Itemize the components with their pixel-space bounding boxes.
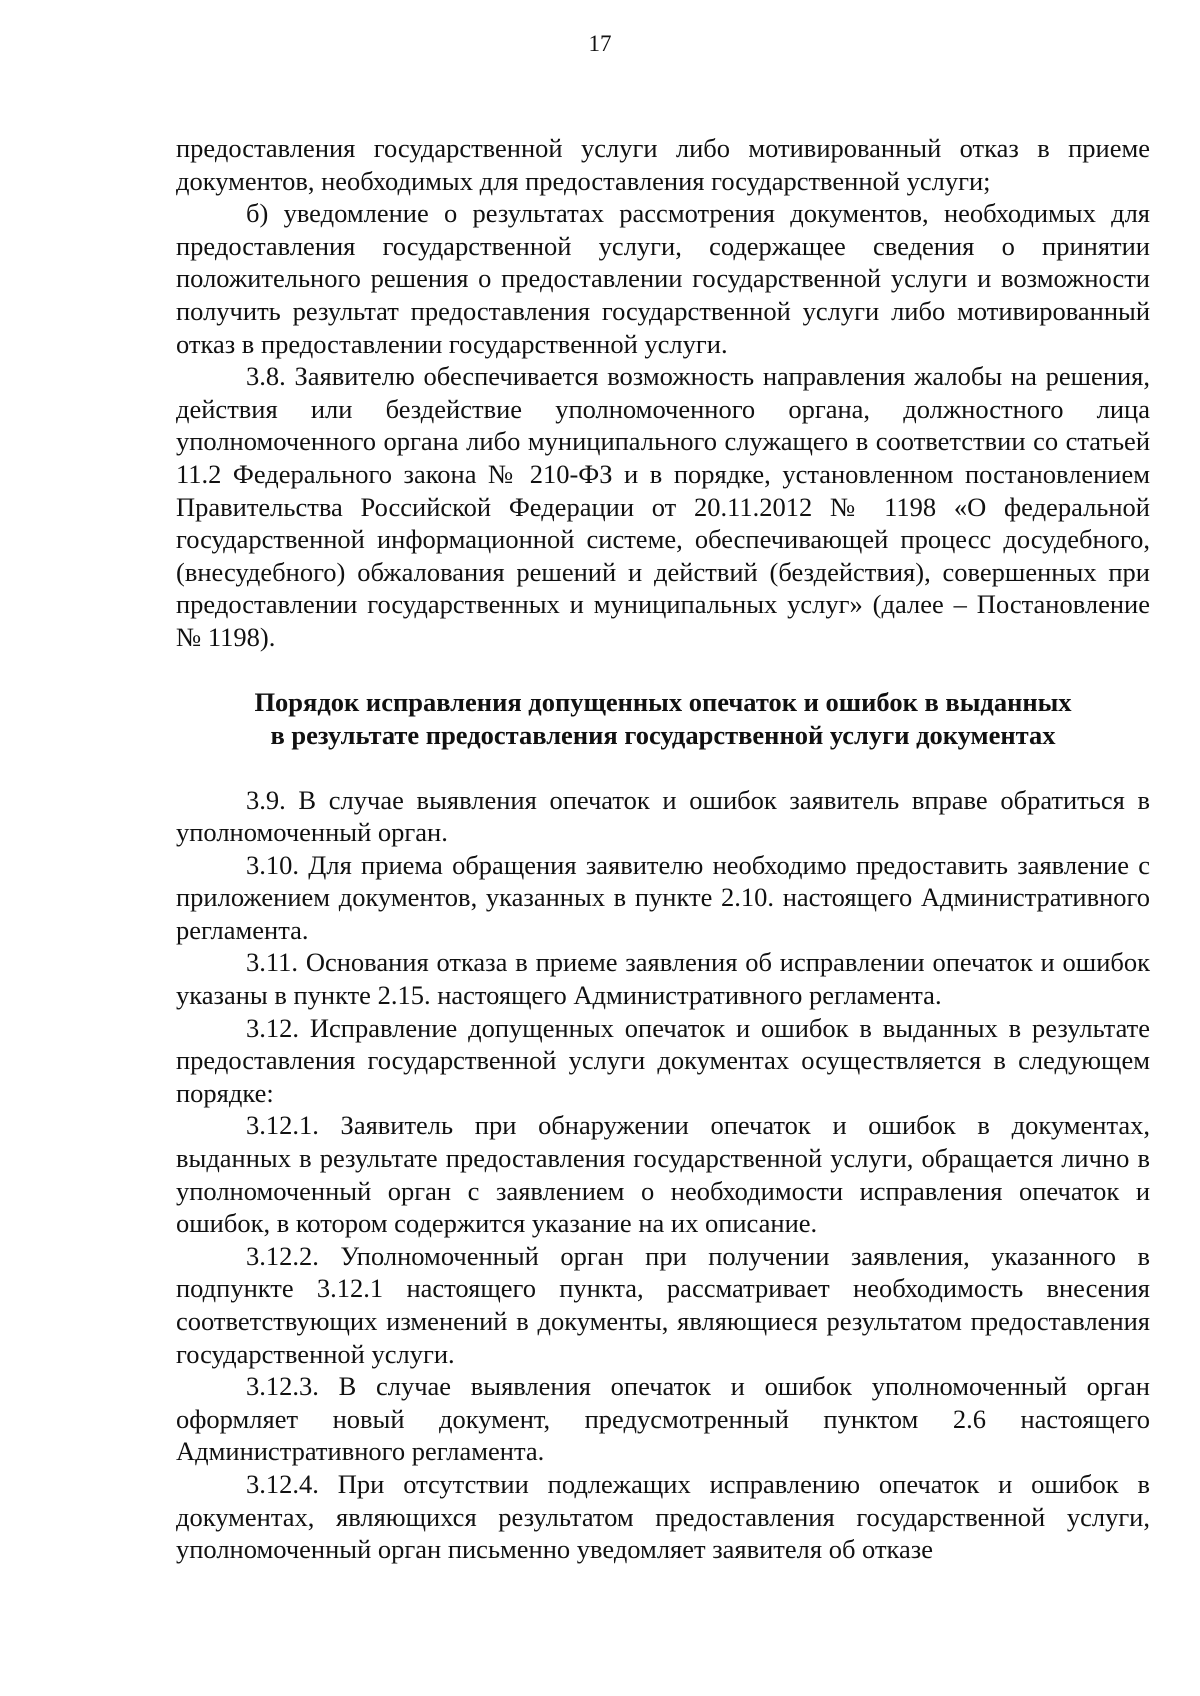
paragraph-3-8: 3.8. Заявителю обеспечивается возможность направления жалобы на решения, действия или бездействие уполномоченного органа, должностного лица уполномоченного органа либо муниципального служащего в соответствии со статьей 11.2 Федерального закона № 210-ФЗ и в порядке, установленном постановлением Правительства Российской Федерации от 20.11.2012 № 1198 «О федеральной государственной информационной системе, обеспечивающей процесс досудебного, (внесудебного) обжалования решений и действий (бездействия), совершенных при предоставлении государственных и муниципальных услуг» (далее – Постановление № 1198). [176,361,1150,652]
paragraph-3-12: 3.12. Исправление допущенных опечаток и ошибок в выданных в результате предоставления государственной услуги документах осуществляется в следующем порядке: [176,1012,1150,1108]
section-heading-line-1: Порядок исправления допущенных опечаток и ошибок в выданных [254,686,1072,717]
paragraph-3-12-4: 3.12.4. При отсутствии подлежащих исправлению опечаток и ошибок в документах, являющихся результатом предоставления государственной услуги, уполномоченный орган письменно уведомляет заявителя об отказе [176,1468,1150,1565]
paragraph-item-b: б) уведомление о результатах рассмотрения документов, необходимых для предоставления государственной услуги, содержащее сведения о принятии положительного решения о предоставлении государственной услуги и возможности получить результат предоставления государственной услуги либо мотивированный отказ в предоставлении государственной услуги. [176,198,1150,359]
page-number: 17 [588,31,612,56]
paragraph-3-10: 3.10. Для приема обращения заявителю необходимо предоставить заявление с приложением документов, указанных в пункте 2.10. настоящего Административного регламента. [176,849,1150,945]
paragraph-3-12-1: 3.12.1. Заявитель при обнаружении опечаток и ошибок в документах, выданных в результате предоставления государственной услуги, обращается лично в уполномоченный орган с заявлением о необходимости исправления опечаток и ошибок, в котором содержится указание на их описание. [176,1110,1150,1239]
section-heading [176,686,1150,752]
document-body [176,132,1150,1566]
paragraph-3-9: 3.9. В случае выявления опечаток и ошибок заявитель вправе обратиться в уполномоченный орган. [176,784,1150,848]
paragraph-3-12-2: 3.12.2. Уполномоченный орган при получении заявления, указанного в подпункте 3.12.1 настоящего пункта, рассматривает необходимость внесения соответствующих изменений в документы, являющиеся результатом предоставления государственной услуги. [176,1240,1150,1369]
section-heading-line-2: в результате предоставления государственной услуги документах [270,719,1056,750]
paragraph-3-11: 3.11. Основания отказа в приеме заявления об исправлении опечаток и ошибок указаны в пункте 2.15. настоящего Административного регламента. [176,947,1150,1011]
paragraph-3-12-3: 3.12.3. В случае выявления опечаток и ошибок уполномоченный орган оформляет новый документ, предусмотренный пунктом 2.6 настоящего Административного регламента. [176,1371,1150,1467]
paragraph-continuation: предоставления государственной услуги либо мотивированный отказ в приеме документов, необходимых для предоставления государственной услуги; [176,133,1150,196]
